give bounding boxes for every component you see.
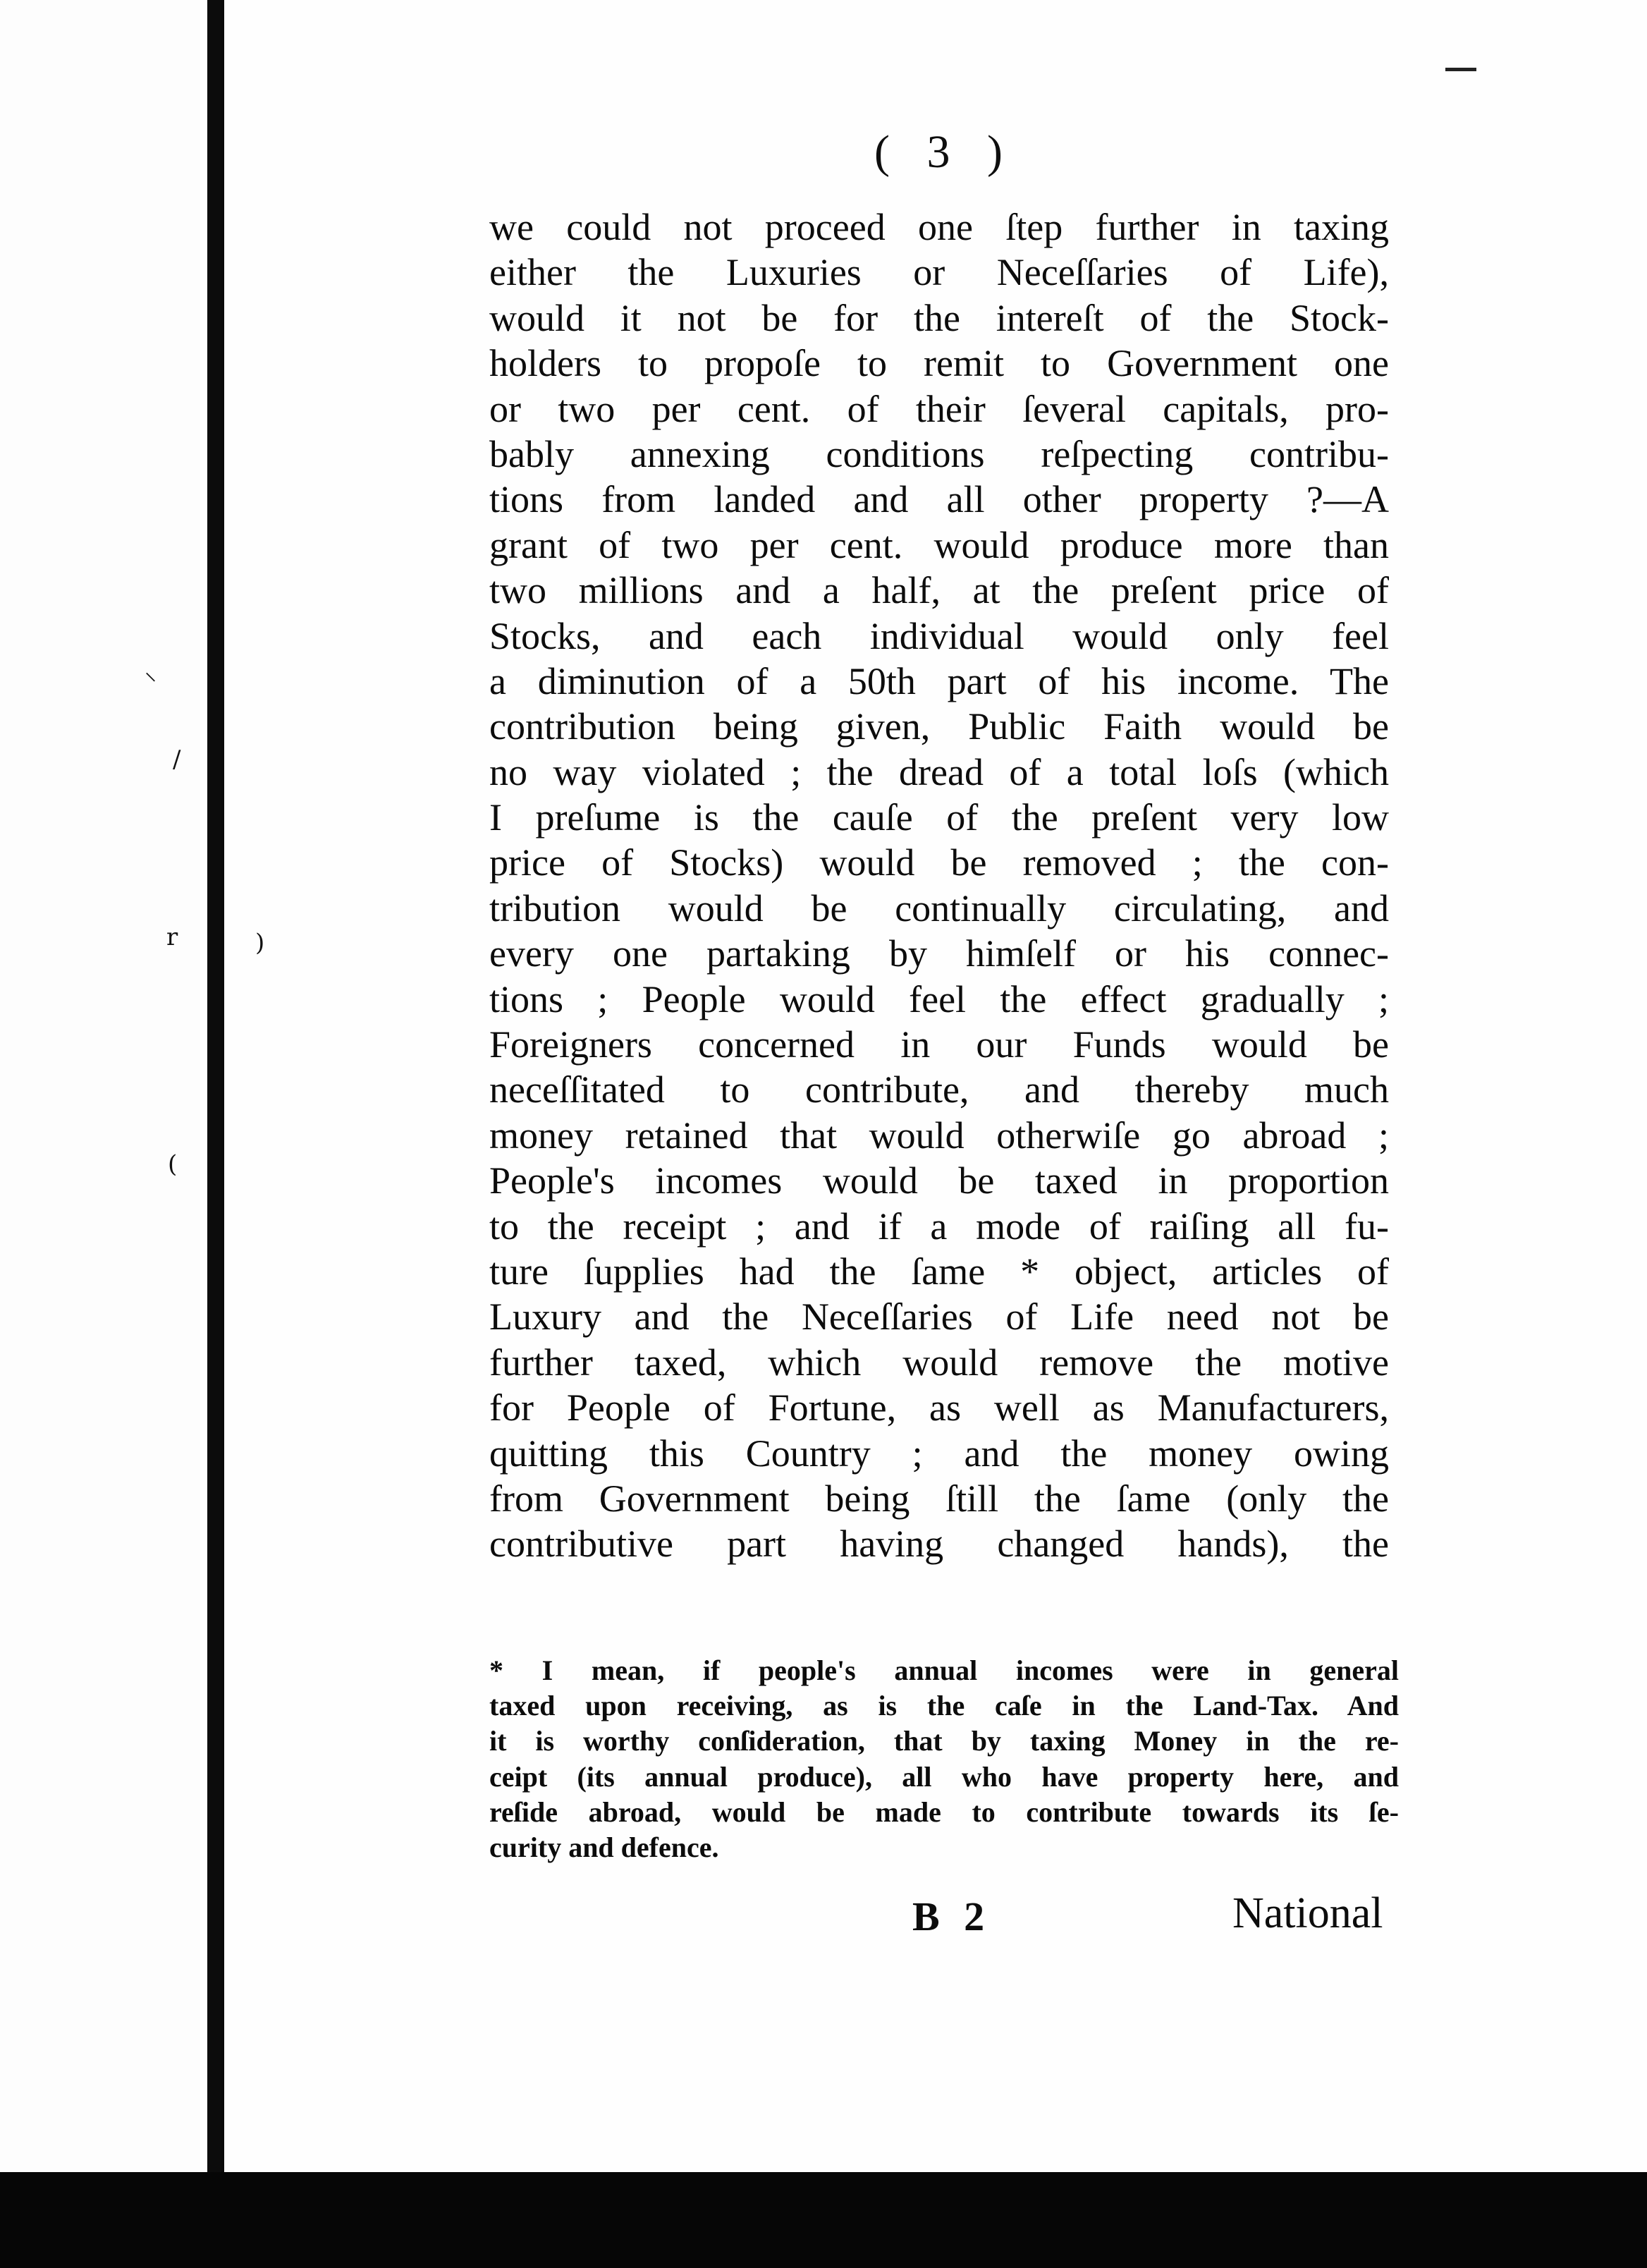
bleed-through-mark: ) [255, 929, 265, 957]
bleed-through-mark: ( [168, 1150, 178, 1178]
body-line: either the Luxuries or Neceſſaries of Life), [489, 251, 1389, 294]
catchword: National [1232, 1889, 1383, 1937]
body-line: neceſſitated to contribute, and thereby much [489, 1068, 1389, 1111]
body-line: I preſume is the cauſe of the preſent very low [489, 796, 1389, 839]
signature-mark: B 2 [912, 1894, 992, 1939]
footnote [489, 1653, 1399, 1865]
body-line: grant of two per cent. would produce more than [489, 523, 1389, 566]
body-line: two millions and a half, at the preſent price of [489, 569, 1389, 612]
scan-bottom-border [0, 2172, 1647, 2268]
body-line: tions ; People would feel the effect gradually ; [489, 977, 1389, 1020]
body-line: money retained that would otherwiſe go abroad ; [489, 1114, 1389, 1157]
body-text [489, 205, 1389, 1567]
body-line: People's incomes would be taxed in proportion [489, 1159, 1389, 1202]
body-line: or two per cent. of their ſeveral capitals, pro- [489, 387, 1389, 430]
body-line: we could not proceed one ſtep further in taxing [489, 206, 1389, 248]
body-line: tions from landed and all other property ?—A [489, 478, 1389, 521]
page-number: ( 3 ) [874, 126, 1015, 178]
footnote-line: taxed upon receiving, as is the caſe in the Land-Tax. And [489, 1690, 1399, 1722]
body-line: further taxed, which would remove the motive [489, 1341, 1389, 1384]
facing-page-edge [0, 0, 212, 2172]
body-line: a diminution of a 50th part of his income. The [489, 659, 1389, 702]
bleed-through-mark: ⸌ [145, 668, 157, 696]
body-line: Luxury and the Neceſſaries of Life need not be [489, 1295, 1389, 1339]
bleed-through-mark: r [166, 923, 178, 951]
body-line: no way violated ; the dread of a total loſs (which [489, 750, 1389, 793]
body-line: for People of Fortune, as well as Manufacturers, [489, 1386, 1389, 1429]
footnote-line: ceipt (its annual produce), all who have property here, and [489, 1760, 1399, 1793]
body-line: Stocks, and each individual would only feel [489, 614, 1389, 657]
corner-mark [1445, 68, 1476, 71]
binding-gutter [207, 0, 221, 2268]
footnote-line: it is worthy conſideration, that by taxing Money in the re- [489, 1725, 1399, 1757]
body-line: price of Stocks) would be removed ; the con- [489, 841, 1389, 884]
footnote-line: curity and defence. [489, 1831, 719, 1863]
body-line: quitting this Country ; and the money owing [489, 1432, 1389, 1475]
body-line: contributive part having changed hands), the [489, 1523, 1389, 1566]
body-line: tribution would be continually circulating, and [489, 886, 1389, 929]
body-line: contribution being given, Public Faith would be [489, 705, 1389, 748]
body-line: bably annexing conditions reſpecting contribu- [489, 432, 1389, 475]
body-line: every one partaking by himſelf or his connec- [489, 932, 1389, 975]
body-line: from Government being ſtill the ſame (only the [489, 1477, 1389, 1520]
body-line: ture ſupplies had the ſame * object, articles of [489, 1250, 1389, 1293]
footnote-line: reſide abroad, would be made to contribute towards its ſe- [489, 1796, 1399, 1828]
body-line: holders to propoſe to remit to Government one [489, 342, 1389, 385]
bleed-through-mark: / [173, 745, 181, 774]
footnote-line: * I mean, if people's annual incomes were in general [489, 1654, 1399, 1686]
body-line: would it not be for the intereſt of the Stock- [489, 296, 1389, 339]
body-line: Foreigners concerned in our Funds would be [489, 1023, 1389, 1066]
body-line: to the receipt ; and if a mode of raiſing all fu- [489, 1205, 1389, 1248]
